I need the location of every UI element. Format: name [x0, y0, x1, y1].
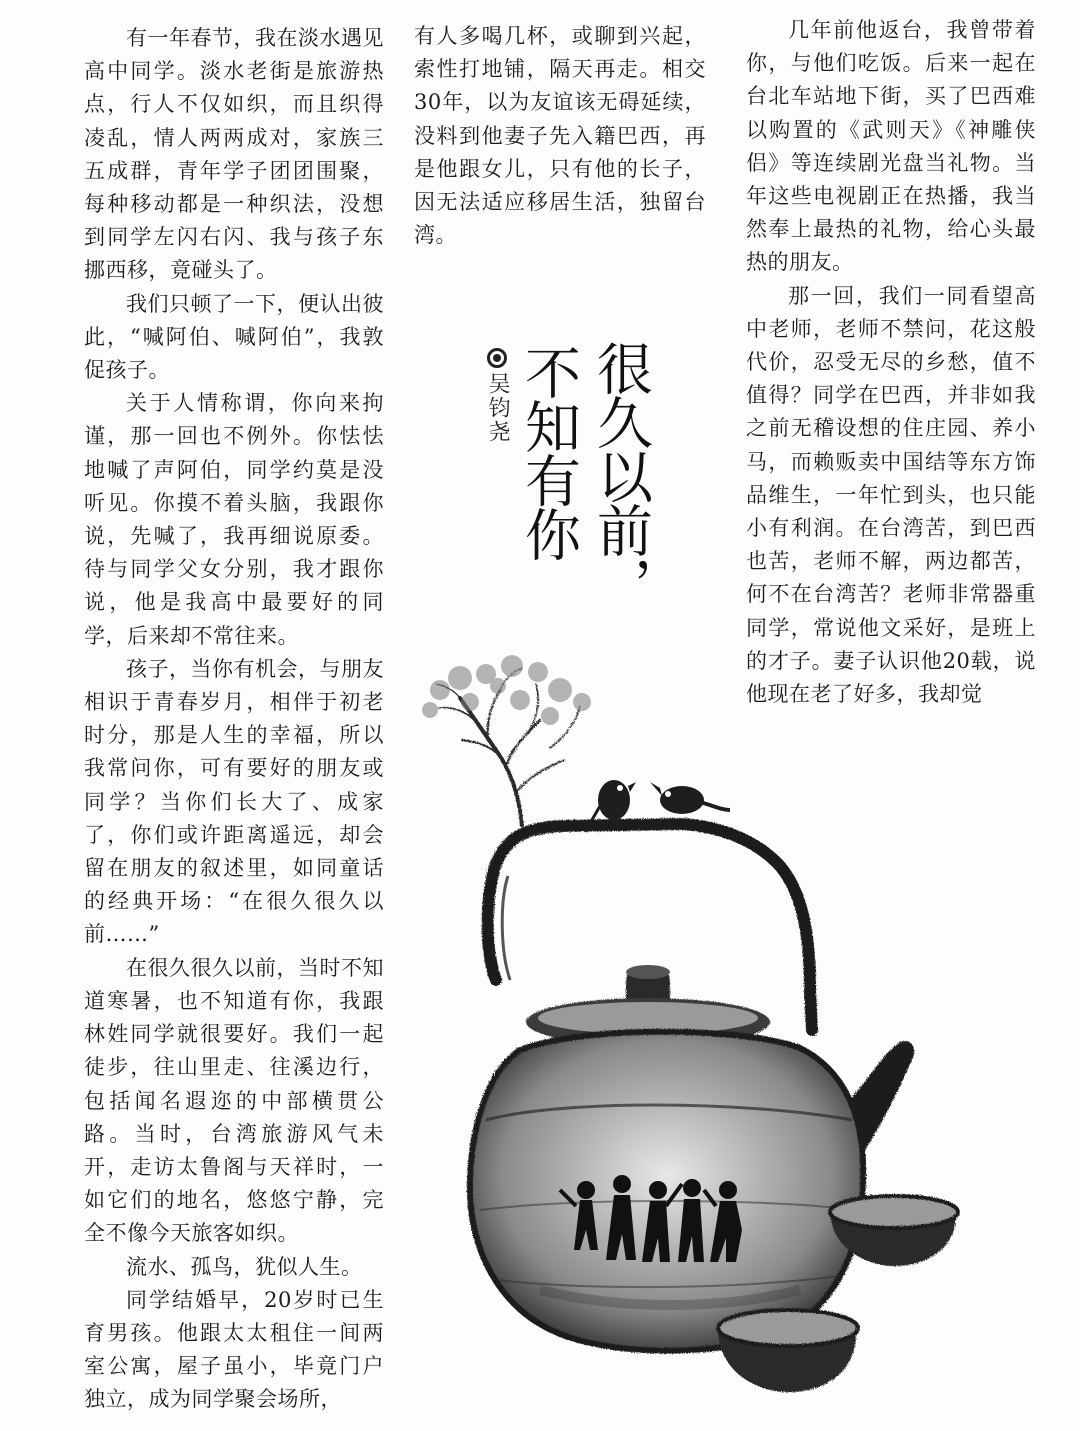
bullet-mark-icon	[487, 348, 507, 368]
article-title-line-1: 很久以前，	[588, 340, 653, 610]
paragraph: 有一年春节，我在淡水遇见高中同学。淡水老街是旅游热点，行人不仅如织，而且织得凌乱，情人两两成对，家族三五成群，青年学子团团围聚，每种移动都是一种织法，没想到同学左闪右闪、我与孩子东挪西移，竟碰头了。	[84, 26, 384, 283]
tea-cup-icon	[718, 1310, 858, 1392]
paragraph: 我们只顿了一下，便认出彼此，“喊阿伯、喊阿伯”，我敦促孩子。	[84, 291, 384, 383]
paragraph: 那一回，我们一同看望高中老师，老师不禁问，花这般代价，忍受无尽的乡愁，值不值得？同学在巴西，并非如我之前无稽设想的住庄园、养小马，而赖贩卖中国结等东方饰品维生，一年忙到头，也只能小有利润。在台湾苦，到巴西也苦，老师不解，两边都苦，何不在台湾苦？老师非常器重同学，常说他文采好，是班上的才子。妻子认识他20载，说他现在老了好多，我却觉	[746, 283, 1036, 707]
paragraph: 关于人情称谓，你向来拘谨，那一回也不例外。你怯怯地喊了声阿伯，同学约莫是没听见。你摸不着头脑，我跟你说，先喊了，我再细说原委。待与同学父女分别，我才跟你说，他是我高中最要好的同学，后来却不常往来。	[84, 391, 384, 648]
article-title-line-2: 不知有你	[516, 344, 581, 560]
paragraph: 流水、孤鸟，犹似人生。	[126, 1254, 363, 1279]
author-name: 吴钧尧	[485, 372, 510, 444]
tree-leaves	[422, 655, 591, 725]
article-column-2	[414, 20, 706, 252]
bird-icon	[650, 782, 730, 814]
ink-teapot-illustration	[400, 650, 960, 1410]
paragraph: 有人多喝几杯，或聊到兴起，索性打地铺，隔天再走。相交30年，以为友谊该无碍延续，没料到他妻子先入籍巴西，再是他跟女儿，只有他的长子，因无法适应移居生活，独留台湾。	[414, 24, 706, 248]
paragraph: 孩子，当你有机会，与朋友相识于青春岁月，相伴于初老时分，那是人生的幸福，所以我常问你，可有要好的朋友或同学？当你们长大了、成家了，你们或许距离遥远，却会留在朋友的叙述里，如同童话的经典开场：“在很久很久以前……”	[84, 656, 384, 947]
article-column-1	[84, 22, 384, 1417]
paragraph: 在很久很久以前，当时不知道寒暑，也不知道有你，我跟林姓同学就很要好。我们一起徒步，往山里走、往溪边行，包括闻名遐迩的中部横贯公路。当时，台湾旅游风气未开，走访太鲁阁与天祥时，一如它们的地名，悠悠宁静，完全不像今天旅客如织。	[84, 955, 384, 1246]
paragraph: 同学结婚早，20岁时已生育男孩。他跟太太租住一间两室公寓，屋子虽小，毕竟门户独立，成为同学聚会场所，	[84, 1287, 384, 1412]
author-byline	[482, 348, 513, 444]
article-column-3	[746, 14, 1036, 711]
paragraph: 几年前他返台，我曾带着你，与他们吃饭。后来一起在台北车站地下街，买了巴西难以购置的《武则天》《神雕侠侣》等连续剧光盘当礼物。当年这些电视剧正在热播，我当然奉上最热的礼物，给心头最热的朋友。	[746, 18, 1036, 275]
